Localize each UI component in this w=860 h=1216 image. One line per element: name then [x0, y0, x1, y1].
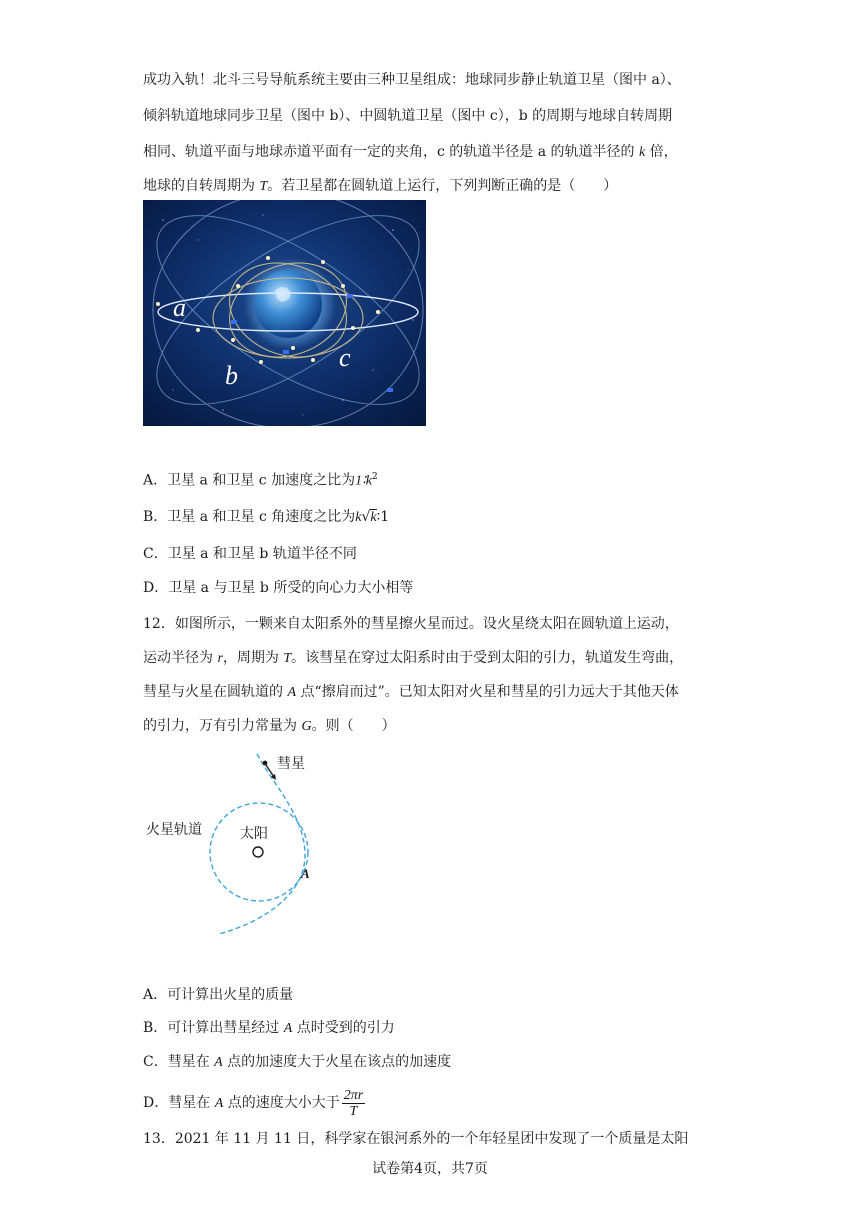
q11-option-B-sqrt-k: k	[370, 510, 377, 525]
q11-option-B	[143, 507, 389, 528]
label-point-A: A	[301, 866, 310, 881]
sqrt-symbol: √	[361, 509, 371, 525]
label-sun: 太阳	[240, 826, 268, 842]
q11-text-line-1: 成功入轨！北斗三号导航系统主要由三种卫星组成：地球同步静止轨道卫星（图中 a）、	[143, 72, 681, 88]
q11-option-A-text: A．卫星 a 和卫星 c 加速度之比为	[143, 472, 356, 489]
q11-text-line-2: 倾斜轨道地球同步卫星（图中 b）、中圆轨道卫星（图中 c），b 的周期与地球自转周期	[143, 108, 673, 124]
q11-option-D: D．卫星 a 与卫星 b 所受的向心力大小相等	[143, 580, 414, 596]
var-r: r	[217, 651, 223, 666]
q11-option-A	[143, 467, 378, 492]
q12-option-B-b: 点时受到的引力	[292, 1020, 395, 1036]
var-A: A	[287, 685, 297, 700]
q12-text-line-1: 12．如图所示，一颗来自太阳系外的彗星擦火星而过。设火星绕太阳在圆轨道上运动，	[143, 616, 679, 632]
var-T: T	[259, 179, 268, 194]
comet-mars-orbit-figure	[143, 744, 333, 940]
comet-dot	[263, 761, 268, 766]
q12-option-C-a: C．彗星在	[143, 1054, 215, 1070]
mars-orbit-circle	[210, 803, 308, 901]
q11-option-A-sup: 2	[371, 472, 378, 482]
q12-line2-c: 。该彗星在穿过太阳系时由于受到太阳的引力，轨道发生弯曲，	[291, 650, 684, 666]
label-b: b	[225, 361, 238, 390]
q12-line2-a: 运动半径为	[143, 650, 218, 666]
q12-line4-b: 。则（ ）	[311, 718, 396, 734]
var-A: A	[214, 1055, 223, 1070]
sun-icon	[253, 847, 263, 857]
fraction-numerator: 2πr	[343, 1087, 364, 1103]
q12-text-line-3	[143, 682, 679, 703]
q11-line4-a: 地球的自转周期为	[143, 178, 260, 194]
label-c: c	[339, 343, 351, 372]
q13-text-line-1: 13．2021 年 11 月 11 日，科学家在银河系外的一个年轻星团中发现了一个质量是太阳	[143, 1131, 689, 1147]
q12-option-B-a: B．可计算出彗星经过	[143, 1020, 284, 1036]
page-footer: 试卷第4页，共7页	[372, 1161, 488, 1177]
q11-option-C: C．卫星 a 和卫星 b 轨道半径不同	[143, 546, 357, 562]
label-a: a	[173, 293, 186, 322]
q12-option-D-a: D．彗星在	[143, 1095, 215, 1111]
fraction-denominator: T	[349, 1103, 358, 1119]
label-comet: 彗星	[277, 756, 305, 772]
q12-text-line-2	[143, 648, 683, 669]
var-A: A	[283, 1021, 293, 1036]
q12-line3-a: 彗星与火星在圆轨道的	[143, 684, 288, 700]
label-mars-orbit: 火星轨道	[146, 822, 202, 838]
comet-trajectory	[219, 754, 305, 934]
comet-arrowhead-icon	[271, 774, 276, 780]
q11-line4-b: 。若卫星都在圆轨道上运行，下列判断正确的是（ ）	[267, 178, 618, 194]
q12-option-C	[143, 1052, 451, 1073]
q11-option-B-k: k	[355, 510, 362, 525]
q11-text-line-3	[143, 142, 678, 163]
beidou-satellite-orbits-figure	[143, 200, 426, 426]
q12-line2-b: ，周期为	[222, 650, 284, 666]
q12-option-A: A．可计算出火星的质量	[143, 987, 294, 1003]
q12-option-D	[143, 1083, 365, 1124]
q11-line3-text: 相同、轨道平面与地球赤道平面有一定的夹角，c 的轨道半径是 a 的轨道半径的	[143, 144, 639, 160]
q12-text-line-4	[143, 716, 396, 737]
q12-line3-b: 点“擦肩而过”。已知太阳对火星和彗星的引力远大于其他天体	[296, 684, 679, 700]
var-T: T	[283, 651, 292, 666]
var-G: G	[301, 719, 312, 734]
q11-option-B-tail: ∶1	[376, 509, 390, 525]
q12-line4-a: 的引力，万有引力常量为	[143, 718, 302, 734]
q11-text-line-4	[143, 176, 617, 197]
q12-option-D-b: 点的速度大小大于	[223, 1095, 340, 1111]
q11-option-A-math: 1∶k	[355, 473, 372, 489]
var-A: A	[214, 1096, 224, 1111]
q12-option-B	[143, 1018, 395, 1039]
q11-option-B-text: B．卫星 a 和卫星 c 角速度之比为	[143, 509, 356, 525]
q12-option-C-b: 点的加速度大于火星在该点的加速度	[222, 1054, 452, 1070]
var-k: k	[639, 145, 646, 160]
q11-line3-tail: 倍，	[645, 144, 678, 160]
fraction-2pir-over-T	[342, 1088, 365, 1119]
